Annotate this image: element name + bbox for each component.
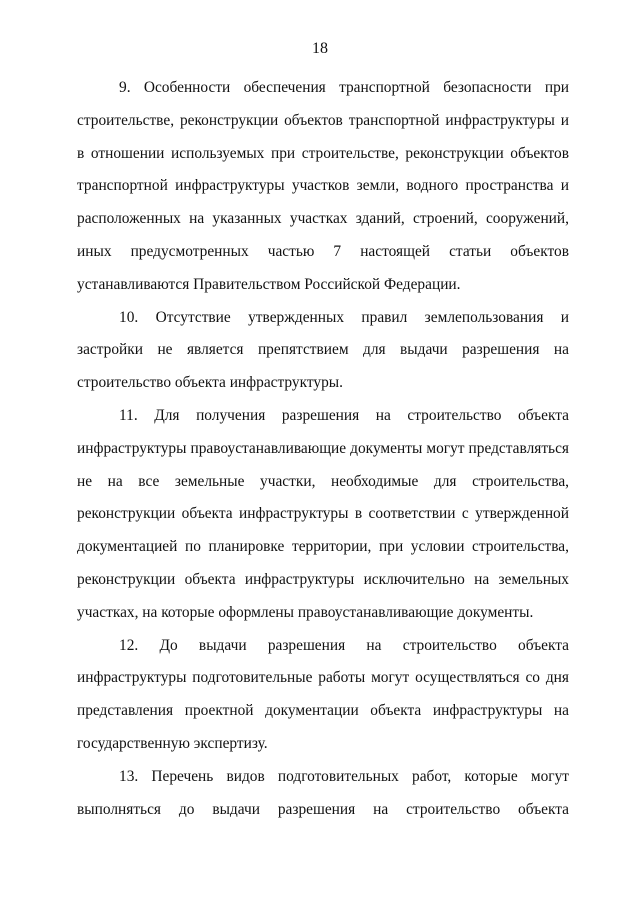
paragraph-13: 13. Перечень видов подготовительных работ, которые могут выполняться до выдачи разрешения на строительство объекта [77,767,569,818]
paragraph-10: 10. Отсутствие утвержденных правил землепользования и застройки не является препятствием для выдачи разрешения на строительство объекта инфраструктуры. [77,308,569,392]
paragraph-9: 9. Особенности обеспечения транспортной безопасности при строительстве, реконструкции объектов транспортной инфраструктуры и в отношении используемых при строительстве, реконструкции объектов транспортной инфраструктуры участков земли, водного пространства и расположенных на указанных участках зданий, строений, сооружений, иных предусмотренных частью 7 настоящей статьи объектов устанавливаются Правительством Российской Федерации. [77,79,569,293]
paragraph-11: 11. Для получения разрешения на строительство объекта инфраструктуры правоустанавливающие документы могут представляться не на все земельные участки, необходимые для строительства, реконструкции объекта инфраструктуры в соответствии с утвержденной документацией по планировке территории, при условии строительства, реконструкции объекта инфраструктуры исключительно на земельных участках, на которые оформлены правоустанавливающие документы. [77,406,569,621]
page-number: 18 [312,40,328,57]
paragraph-12: 12. До выдачи разрешения на строительство объекта инфраструктуры подготовительные работы могут осуществляться со дня представления проектной документации объекта инфраструктуры на государственную экспертизу. [77,636,569,752]
document-body [77,72,569,826]
